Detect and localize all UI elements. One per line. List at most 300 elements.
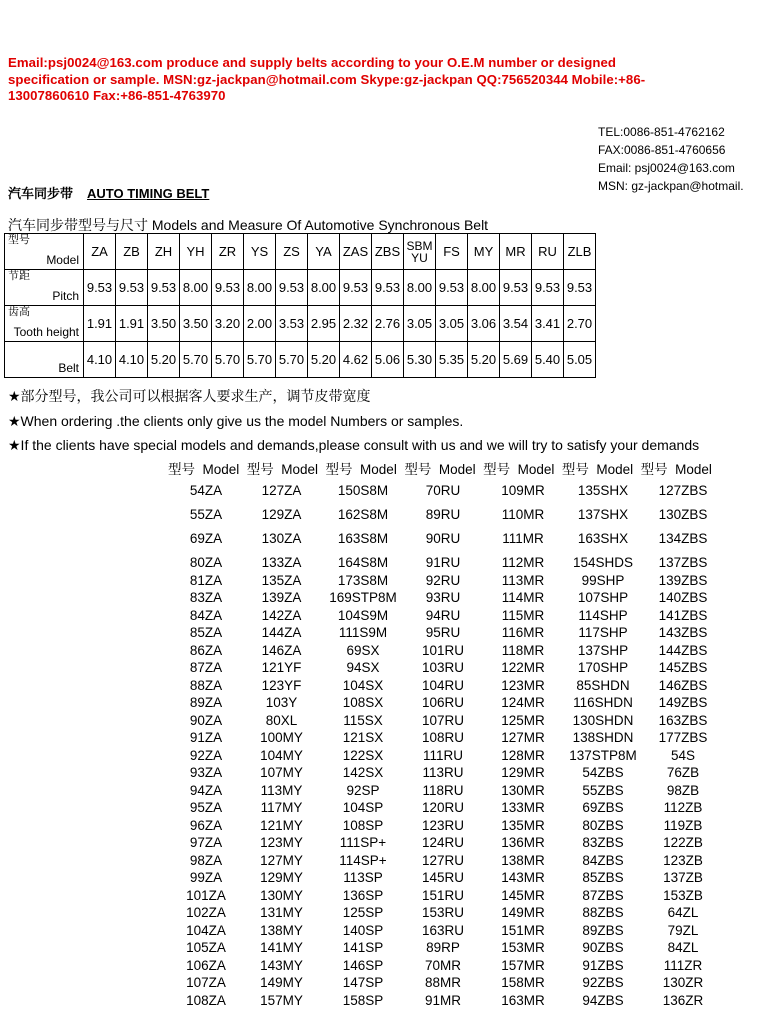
model-item: 99ZA xyxy=(189,870,223,885)
spec-cell: 5.05 xyxy=(564,342,596,378)
model-item: 107RU xyxy=(421,712,465,728)
spec-cell: ZAS xyxy=(340,234,372,270)
model-item: 76ZB xyxy=(666,765,700,780)
model-item: 64ZL xyxy=(667,905,699,920)
model-item: 89RU xyxy=(425,507,461,522)
spec-cell: 5.70 xyxy=(180,342,212,378)
spec-cell: 9.53 xyxy=(532,270,564,306)
spec-cell: 5.30 xyxy=(404,342,436,378)
model-item: 94SX xyxy=(346,660,380,675)
model-item: 163S8M xyxy=(337,531,389,546)
model-item: 102ZA xyxy=(186,905,226,920)
model-item: 94ZBS xyxy=(582,992,624,1008)
spec-cell: 4.10 xyxy=(84,342,116,378)
model-item: 137SHX xyxy=(577,507,629,522)
note: ★When ordering .the clients only give us the model Numbers or samples. xyxy=(8,412,464,429)
model-item: 129MY xyxy=(260,870,303,885)
spec-cell: 5.06 xyxy=(372,342,404,378)
model-item: 130MY xyxy=(260,887,303,903)
model-item: 135SHX xyxy=(577,483,629,498)
spec-cell: YS xyxy=(244,234,276,270)
contact-tel: TEL:0086-851-4762162 xyxy=(598,125,725,139)
model-item: 137STP8M xyxy=(569,747,637,763)
contact-msn: MSN: gz-jackpan@hotmail. xyxy=(598,179,744,193)
model-item: 85ZA xyxy=(189,625,223,640)
model-item: 136MR xyxy=(501,835,545,850)
model-item: 114SP+ xyxy=(339,852,387,868)
model-item: 108SP xyxy=(342,817,384,833)
spec-cell: 8.00 xyxy=(468,270,500,306)
model-item: 138MY xyxy=(260,922,303,938)
model-item: 170SHP xyxy=(577,660,629,675)
model-item: 127RU xyxy=(421,852,465,868)
model-item: 69ZBS xyxy=(582,800,624,815)
model-item: 111MR xyxy=(502,531,544,546)
model-item: 144ZA xyxy=(261,625,302,640)
spec-cell: 3.53 xyxy=(276,306,308,342)
spec-cell: 1.91 xyxy=(84,306,116,342)
model-item: 111SP+ xyxy=(339,835,387,850)
spec-row-en: Model xyxy=(46,253,79,267)
model-item: 157MR xyxy=(501,957,545,973)
spec-cell: 9.53 xyxy=(340,270,372,306)
model-item: 108ZA xyxy=(186,992,226,1008)
spec-cell: MY xyxy=(468,234,500,270)
model-item: 163MR xyxy=(501,992,545,1008)
model-item: 129MR xyxy=(501,765,545,780)
model-item: 107MY xyxy=(260,765,303,780)
model-item: 127MR xyxy=(501,730,545,745)
spec-cell: 3.05 xyxy=(436,306,468,342)
model-item: 92ZA xyxy=(189,747,223,763)
spec-cell: 5.70 xyxy=(244,342,276,378)
model-item: 163ZBS xyxy=(658,712,708,728)
model-item: 145RU xyxy=(421,870,465,885)
model-column xyxy=(483,482,563,1009)
spec-cell: 9.53 xyxy=(212,270,244,306)
model-item: 121SX xyxy=(342,730,384,745)
model-item: 104RU xyxy=(421,677,465,693)
model-item: 88ZA xyxy=(189,677,223,693)
model-column xyxy=(563,482,643,1009)
model-item: 116MR xyxy=(501,625,545,640)
model-item: 80XL xyxy=(265,712,298,728)
spec-row-cn: 齿高 xyxy=(8,306,30,318)
spec-cell: 9.53 xyxy=(436,270,468,306)
model-item: 69SX xyxy=(346,642,380,658)
model-item: 149MR xyxy=(501,905,545,920)
model-item: 139ZBS xyxy=(658,572,708,588)
model-item: 149MY xyxy=(260,975,303,990)
table-caption: 汽车同步带型号与尺寸 Models and Measure Of Automotive Synchronous Belt xyxy=(8,217,489,233)
model-item: 144ZBS xyxy=(658,642,708,658)
model-item: 117SHP xyxy=(578,625,628,640)
page-title xyxy=(8,183,209,202)
spec-cell: 8.00 xyxy=(308,270,340,306)
model-item: 123RU xyxy=(421,817,465,833)
model-item: 70MR xyxy=(424,957,461,973)
spec-cell: 3.05 xyxy=(404,306,436,342)
model-column xyxy=(643,482,723,1009)
spec-cell: 9.53 xyxy=(564,270,596,306)
model-item: 146SP xyxy=(342,957,384,973)
model-item: 117MY xyxy=(260,800,303,815)
model-item: 114MR xyxy=(501,590,545,605)
model-item: 139ZA xyxy=(261,590,302,605)
model-item: 137SHP xyxy=(577,642,629,658)
model-item: 146ZA xyxy=(261,642,302,658)
spec-row-header xyxy=(5,342,84,378)
model-item: 90ZBS xyxy=(582,940,624,955)
model-item: 142SX xyxy=(342,765,384,780)
spec-cell: 5.20 xyxy=(148,342,180,378)
model-item: 157MY xyxy=(260,992,303,1008)
model-item: 104MY xyxy=(260,747,303,763)
model-item: 135MR xyxy=(501,817,545,833)
model-item: 129ZA xyxy=(261,507,302,522)
model-item: 133MR xyxy=(501,800,545,815)
model-item: 111ZR xyxy=(663,957,703,973)
model-item: 112MR xyxy=(501,555,545,570)
notes xyxy=(8,384,699,458)
model-item: 88MR xyxy=(424,975,461,990)
model-item: 89ZBS xyxy=(582,922,624,938)
model-item: 153ZB xyxy=(663,887,703,903)
model-item: 94ZA xyxy=(189,782,223,798)
model-item: 103RU xyxy=(421,660,465,675)
spec-cell: 8.00 xyxy=(180,270,212,306)
model-item: 105ZA xyxy=(186,940,226,955)
model-item: 101RU xyxy=(421,642,465,658)
spec-cell: 3.20 xyxy=(212,306,244,342)
model-item: 106ZA xyxy=(186,957,226,973)
model-item: 113MY xyxy=(260,782,303,798)
model-item: 93ZA xyxy=(189,765,223,780)
model-item: 104SX xyxy=(342,677,384,693)
model-item: 89RP xyxy=(426,940,460,955)
spec-cell: ZB xyxy=(116,234,148,270)
model-item: 91ZBS xyxy=(582,957,624,973)
model-item: 164S8M xyxy=(337,555,389,570)
model-item: 158MR xyxy=(501,975,545,990)
contact-block xyxy=(598,123,744,195)
model-item: 83ZBS xyxy=(582,835,624,850)
model-column xyxy=(323,482,403,1009)
model-item: 143MR xyxy=(501,870,545,885)
spec-cell: RU xyxy=(532,234,564,270)
model-item: 151RU xyxy=(421,887,465,903)
spec-row xyxy=(5,342,596,378)
model-item: 91MR xyxy=(424,992,461,1008)
spec-cell: 9.53 xyxy=(500,270,532,306)
spec-row-en: Belt xyxy=(58,361,79,375)
model-item: 55ZA xyxy=(189,507,223,522)
model-item: 86ZA xyxy=(189,642,223,658)
spec-cell: ZBS xyxy=(372,234,404,270)
model-item: 113RU xyxy=(422,765,464,780)
model-item: 146ZBS xyxy=(658,677,708,693)
spec-row xyxy=(5,270,596,306)
model-item: 133ZA xyxy=(261,555,302,570)
model-item: 169STP8M xyxy=(329,590,397,605)
spec-row-cn: 节距 xyxy=(8,270,30,282)
model-item: 119ZB xyxy=(663,817,703,833)
spec-cell: 2.00 xyxy=(244,306,276,342)
model-item: 123YF xyxy=(261,677,302,693)
spec-cell: 5.40 xyxy=(532,342,564,378)
model-item: 137ZBS xyxy=(658,555,708,570)
model-item: 84ZL xyxy=(667,940,699,955)
model-item: 103Y xyxy=(265,695,298,710)
model-item: 54ZA xyxy=(189,483,223,498)
model-item: 137ZB xyxy=(663,870,703,885)
model-item: 162S8M xyxy=(337,507,389,522)
spec-cell: FS xyxy=(436,234,468,270)
model-item: 95ZA xyxy=(189,800,223,815)
model-item: 143ZBS xyxy=(658,625,708,640)
model-item: 70RU xyxy=(425,483,461,498)
model-item: 111RU xyxy=(422,747,464,763)
spec-cell: 5.69 xyxy=(500,342,532,378)
model-item: 84ZA xyxy=(189,607,223,623)
model-item: 142ZA xyxy=(261,607,302,623)
model-item: 122ZB xyxy=(663,835,703,850)
model-item: 98ZB xyxy=(666,782,700,798)
model-item: 122MR xyxy=(501,660,545,675)
spec-cell: 2.95 xyxy=(308,306,340,342)
model-item: 108RU xyxy=(421,730,465,745)
model-item: 138MR xyxy=(501,852,545,868)
model-item: 140ZBS xyxy=(658,590,708,605)
model-item: 101ZA xyxy=(186,887,226,903)
contact-email: Email: psj0024@163.com xyxy=(598,161,735,175)
model-item: 90RU xyxy=(425,531,461,546)
spec-cell: 5.70 xyxy=(212,342,244,378)
model-item: 115MR xyxy=(501,607,545,623)
model-item: 136SP xyxy=(342,887,384,903)
spec-cell: 2.32 xyxy=(340,306,372,342)
model-item: 116SHDN xyxy=(573,695,633,710)
model-item: 94RU xyxy=(425,607,461,623)
spec-cell: 9.53 xyxy=(276,270,308,306)
model-item: 145MR xyxy=(501,887,545,903)
model-item: 106RU xyxy=(421,695,465,710)
header-line: 13007860610 Fax:+86-851-4763970 xyxy=(8,88,226,103)
model-item: 127ZBS xyxy=(658,483,708,498)
model-item: 83ZA xyxy=(189,590,223,605)
spec-row-en: Pitch xyxy=(52,289,79,303)
spec-cell: 5.70 xyxy=(276,342,308,378)
spec-cell: 3.06 xyxy=(468,306,500,342)
spec-row-header xyxy=(5,234,84,270)
spec-cell: MR xyxy=(500,234,532,270)
spec-cell: 9.53 xyxy=(84,270,116,306)
model-item: 114SHP xyxy=(578,607,628,623)
header-line: Email:psj0024@163.com produce and supply belts according to your O.E.M number or designed xyxy=(8,55,616,70)
model-item: 131MY xyxy=(260,905,303,920)
model-item: 141ZBS xyxy=(658,607,708,623)
header-line: specification or sample. MSN:gz-jackpan@hotmail.com Skype:gz-jackpan QQ:756520344 Mobile:+86- xyxy=(8,71,646,87)
spec-cell: 8.00 xyxy=(404,270,436,306)
model-item: 96ZA xyxy=(189,817,223,833)
title-en: AUTO TIMING BELT xyxy=(87,186,210,201)
spec-cell: 5.20 xyxy=(468,342,500,378)
model-item: 95RU xyxy=(425,625,461,640)
model-item: 89ZA xyxy=(189,695,223,710)
model-list xyxy=(172,482,723,1009)
model-item: 118RU xyxy=(422,782,464,798)
model-item: 128MR xyxy=(501,747,545,763)
model-item: 150S8M xyxy=(337,483,389,498)
model-item: 104ZA xyxy=(186,922,226,938)
spec-cell: ZLB xyxy=(564,234,596,270)
model-item: 158SP xyxy=(342,992,384,1008)
model-item: 135ZA xyxy=(261,572,302,588)
model-item: 112ZB xyxy=(663,800,703,815)
spec-cell: 3.50 xyxy=(180,306,212,342)
spec-cell: 3.50 xyxy=(148,306,180,342)
spec-cell: ZR xyxy=(212,234,244,270)
model-item: 149ZBS xyxy=(658,695,708,710)
model-item: 99SHP xyxy=(581,572,625,588)
spec-row-header xyxy=(5,270,84,306)
model-item: 163RU xyxy=(421,922,465,938)
model-item: 113SP xyxy=(343,870,383,885)
spec-cell: 4.10 xyxy=(116,342,148,378)
model-column xyxy=(172,482,240,1009)
spec-cell: ZS xyxy=(276,234,308,270)
model-item: 130SHDN xyxy=(572,712,634,728)
spec-cell: 2.76 xyxy=(372,306,404,342)
model-item: 91RU xyxy=(425,555,461,570)
model-item: 80ZA xyxy=(189,555,223,570)
spec-row-en: Tooth height xyxy=(13,325,79,339)
model-item: 98ZA xyxy=(189,852,223,868)
spec-row xyxy=(5,306,596,342)
model-item: 163SHX xyxy=(577,531,629,546)
model-item: 88ZBS xyxy=(582,905,624,920)
model-item: 145ZBS xyxy=(658,660,708,675)
model-item: 81ZA xyxy=(189,572,223,588)
spec-cell: 9.53 xyxy=(372,270,404,306)
model-item: 92RU xyxy=(425,572,461,588)
model-item: 104S9M xyxy=(337,607,389,623)
spec-table xyxy=(4,233,596,378)
model-item: 100MY xyxy=(260,730,303,745)
spec-cell: 5.20 xyxy=(308,342,340,378)
model-item: 111S9M xyxy=(338,625,388,640)
model-item: 123ZB xyxy=(663,852,703,868)
note: ★部分型号，我公司可以根据客人要求生产，调节皮带宽度 xyxy=(8,388,371,404)
model-item: 54S xyxy=(670,747,696,763)
model-item: 93RU xyxy=(425,590,461,605)
model-item: 118MR xyxy=(501,642,545,658)
model-item: 87ZBS xyxy=(582,887,624,903)
model-column xyxy=(403,482,483,1009)
model-item: 85SHDN xyxy=(576,677,630,693)
model-item: 87ZA xyxy=(189,660,223,675)
model-list-header: 型号 Model 型号 Model 型号 Model 型号 Model 型号 Model 型号 Model 型号 Model xyxy=(168,462,712,477)
model-item: 104SP xyxy=(342,800,384,815)
model-item: 141MY xyxy=(260,940,303,955)
model-item: 121MY xyxy=(260,817,303,833)
model-item: 115SX xyxy=(343,712,383,728)
model-item: 125SP xyxy=(342,905,384,920)
model-item: 177ZBS xyxy=(658,730,708,745)
model-item: 130ZA xyxy=(261,531,302,546)
model-column xyxy=(240,482,323,1009)
spec-cell: 2.70 xyxy=(564,306,596,342)
model-item: 134ZBS xyxy=(658,531,708,546)
model-item: 122SX xyxy=(342,747,384,763)
model-item: 136ZR xyxy=(662,992,704,1008)
model-item: 69ZA xyxy=(189,531,223,546)
model-item: 120RU xyxy=(421,800,465,815)
spec-cell: 8.00 xyxy=(244,270,276,306)
spec-row-header xyxy=(5,306,84,342)
model-item: 124MR xyxy=(501,695,545,710)
model-item: 90ZA xyxy=(189,712,223,728)
spec-cell: 5.35 xyxy=(436,342,468,378)
model-item: 140SP xyxy=(342,922,384,938)
model-item: 141SP xyxy=(342,940,384,955)
model-item: 54ZBS xyxy=(582,765,624,780)
spec-cell: 9.53 xyxy=(148,270,180,306)
model-item: 151MR xyxy=(501,922,545,938)
model-item: 55ZBS xyxy=(582,782,624,798)
model-item: 138SHDN xyxy=(572,730,634,745)
model-item: 97ZA xyxy=(189,835,223,850)
spec-cell: YA xyxy=(308,234,340,270)
spec-cell: ZA xyxy=(84,234,116,270)
model-item: 79ZL xyxy=(667,922,699,938)
model-item: 153MR xyxy=(501,940,545,955)
model-item: 91ZA xyxy=(189,730,223,745)
model-item: 109MR xyxy=(501,483,545,498)
model-item: 108SX xyxy=(342,695,384,710)
model-item: 113MR xyxy=(501,572,545,588)
model-item: 130MR xyxy=(501,782,545,798)
spec-cell: 3.54 xyxy=(500,306,532,342)
model-item: 125MR xyxy=(501,712,545,728)
spec-row xyxy=(5,234,596,270)
model-item: 92ZBS xyxy=(582,975,624,990)
model-item: 85ZBS xyxy=(582,870,624,885)
model-item: 127ZA xyxy=(261,483,302,498)
model-item: 123MY xyxy=(260,835,303,850)
model-item: 92SP xyxy=(346,782,380,798)
model-item: 107ZA xyxy=(186,975,226,990)
spec-cell: ZH xyxy=(148,234,180,270)
model-item: 110MR xyxy=(501,507,545,522)
contact-fax: FAX:0086-851-4760656 xyxy=(598,143,726,157)
model-item: 143MY xyxy=(260,957,303,973)
spec-cell: SBM YU xyxy=(404,234,436,270)
model-item: 123MR xyxy=(501,677,545,693)
model-item: 124RU xyxy=(421,835,465,850)
spec-row-cn: 型号 xyxy=(8,234,30,246)
spec-cell: 9.53 xyxy=(116,270,148,306)
spec-cell: 3.41 xyxy=(532,306,564,342)
spec-cell: YH xyxy=(180,234,212,270)
spec-cell: 1.91 xyxy=(116,306,148,342)
model-item: 127MY xyxy=(260,852,303,868)
title-cn: 汽车同步带 xyxy=(8,186,74,201)
model-item: 84ZBS xyxy=(582,852,624,868)
spec-cell: 4.62 xyxy=(340,342,372,378)
note: ★If the clients have special models and demands,please consult with us and we will try to satisfy your demands xyxy=(8,437,700,453)
model-item: 80ZBS xyxy=(582,817,624,833)
